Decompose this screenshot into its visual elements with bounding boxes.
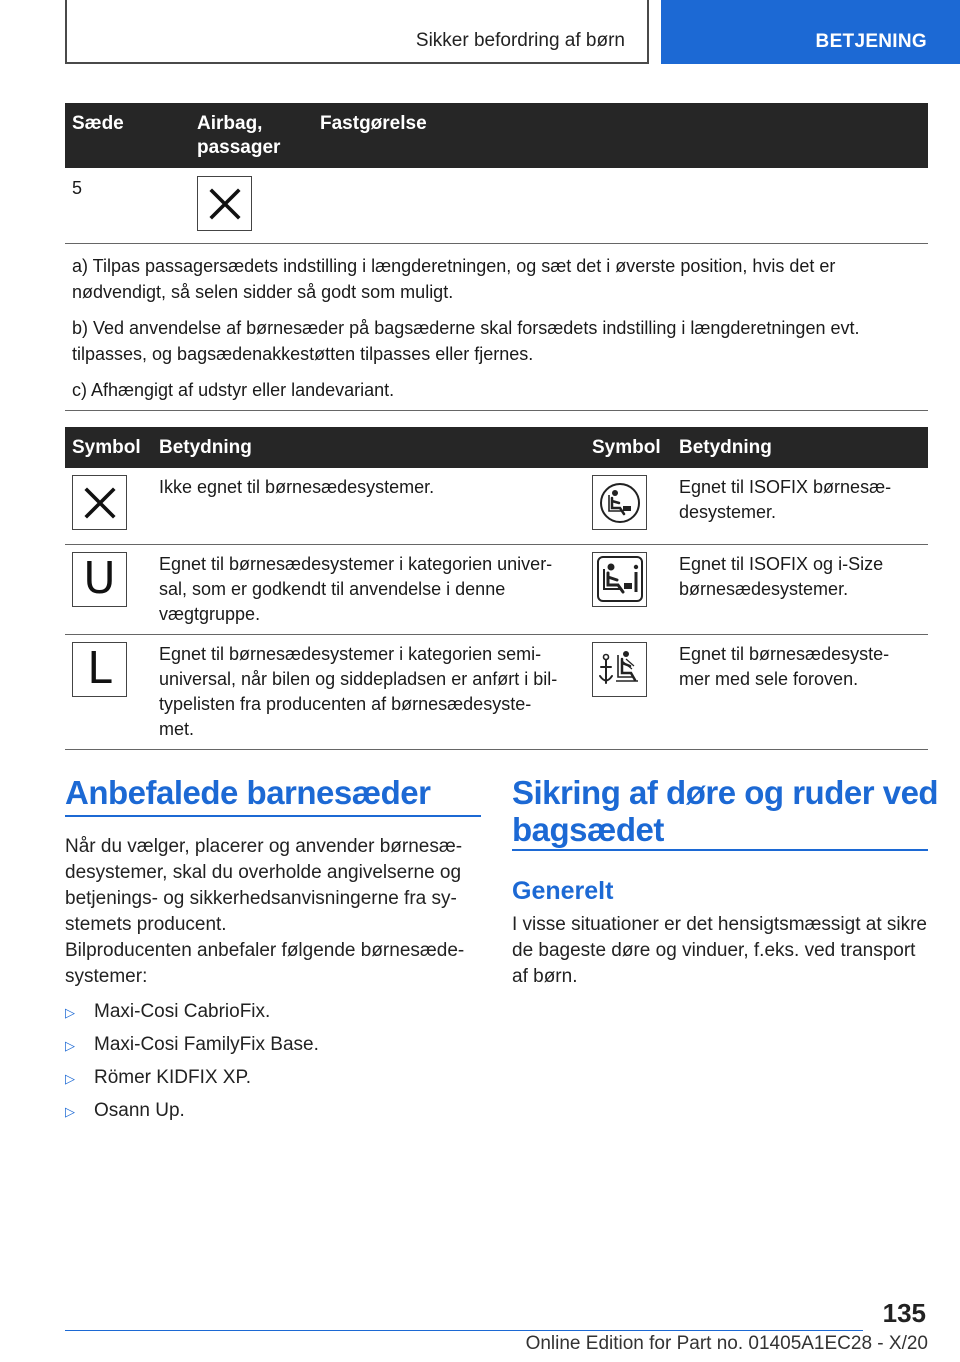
footnotes xyxy=(65,243,928,410)
footnote-c: c) Afhængigt af udstyr eller landevariant. xyxy=(72,379,395,400)
heading-divider xyxy=(512,849,928,851)
triangle-bullet-icon: ▷ xyxy=(65,1038,75,1053)
col-header-airbag: Airbag, passager xyxy=(190,103,313,168)
subheading-general: Generelt xyxy=(512,877,614,905)
symbol-legend-table xyxy=(65,427,928,750)
col-header-meaning: Betydning xyxy=(152,427,585,468)
col-header-symbol-2: Symbol xyxy=(585,427,672,468)
list-item: ▷ Römer KIDFIX XP. xyxy=(65,1065,485,1098)
col-header-meaning-2: Betydning xyxy=(672,427,928,468)
section-heading-recommended-seats: Anbefalede barnesæder xyxy=(65,774,431,811)
universal-u-icon: U xyxy=(72,552,127,607)
semi-universal-l-icon: L xyxy=(72,642,127,697)
meaning-text: Egnet til børnesædesystemer i kategorien univer- sal, som er godkendt til anvendelse i denne vægtgruppe. xyxy=(152,544,585,634)
section-title: Sikker befordring af børn xyxy=(415,30,625,51)
col-header-seat: Sæde xyxy=(65,103,190,168)
recommendation-paragraph: Bilproducenten anbefaler følgende børnesæde- systemer: xyxy=(65,940,465,987)
seat-fastening-table xyxy=(65,103,928,411)
list-item: ▷ Maxi-Cosi CabrioFix. xyxy=(65,999,485,1032)
page-number: 135 xyxy=(882,1298,926,1328)
chapter-title: BETJENING xyxy=(815,31,927,52)
recommended-seats-list xyxy=(65,999,485,1131)
airbag-cell xyxy=(190,168,313,243)
col-header-fastening: Fastgørelse xyxy=(313,103,928,168)
general-paragraph: I visse situationer er det hensigtsmæssigt at sikre de bageste døre og vinduer, f.eks. ved transport af børn. xyxy=(512,914,928,987)
isofix-seat-icon xyxy=(592,475,647,530)
header-section-box xyxy=(65,0,649,64)
triangle-bullet-icon: ▷ xyxy=(65,1005,75,1020)
table-row xyxy=(65,634,928,749)
fastening-cell xyxy=(313,168,928,243)
chapter-tab xyxy=(661,0,960,64)
seat-number: 5 xyxy=(65,168,190,243)
meaning-text: Ikke egnet til børnesædesystemer. xyxy=(152,468,585,544)
top-tether-icon xyxy=(592,642,647,697)
section-heading-door-locks: Sikring af døre og ruder ved bagsædet xyxy=(512,774,939,848)
col-header-symbol: Symbol xyxy=(65,427,152,468)
not-suitable-icon xyxy=(197,176,252,231)
table-row xyxy=(65,468,928,544)
meaning-text: Egnet til ISOFIX børnesæ- desystemer. xyxy=(672,468,928,544)
edition-footer: Online Edition for Part no. 01405A1EC28 - X/20 xyxy=(525,1333,928,1354)
footnote-a: a) Tilpas passagersædets indstilling i længderetningen, og sæt det i øverste position, hvis det er nødvendigt, så selen sidder så godt som muligt. xyxy=(72,255,836,302)
list-item: ▷ Osann Up. xyxy=(65,1098,485,1131)
triangle-bullet-icon: ▷ xyxy=(65,1071,75,1086)
meaning-text: Egnet til børnesædesyste- mer med sele foroven. xyxy=(672,634,928,749)
triangle-bullet-icon: ▷ xyxy=(65,1104,75,1119)
list-item: ▷ Maxi-Cosi FamilyFix Base. xyxy=(65,1032,485,1065)
isofix-isize-icon xyxy=(592,552,647,607)
table-row xyxy=(65,544,928,634)
not-suitable-icon xyxy=(72,475,127,530)
meaning-text: Egnet til børnesædesystemer i kategorien semi- universal, når bilen og siddepladsen er anført i bil- typelisten fra producenten af børnesædesyste- met. xyxy=(152,634,585,749)
footnote-b: b) Ved anvendelse af børnesæder på bagsæderne skal forsædets indstilling i længderetningen evt. tilpasses, og bagsædenakkestøtten tilpasses eller fjernes. xyxy=(72,317,860,364)
meaning-text: Egnet til ISOFIX og i-Size børnesædesystemer. xyxy=(672,544,928,634)
footer-rule xyxy=(65,1330,863,1331)
intro-paragraph: Når du vælger, placerer og anvender børnesæ- desystemer, skal du overholde angivelserne og betjenings- og sikkerhedsanvisningerne fra sy- stemets producent. xyxy=(65,836,463,935)
heading-divider xyxy=(65,815,481,817)
